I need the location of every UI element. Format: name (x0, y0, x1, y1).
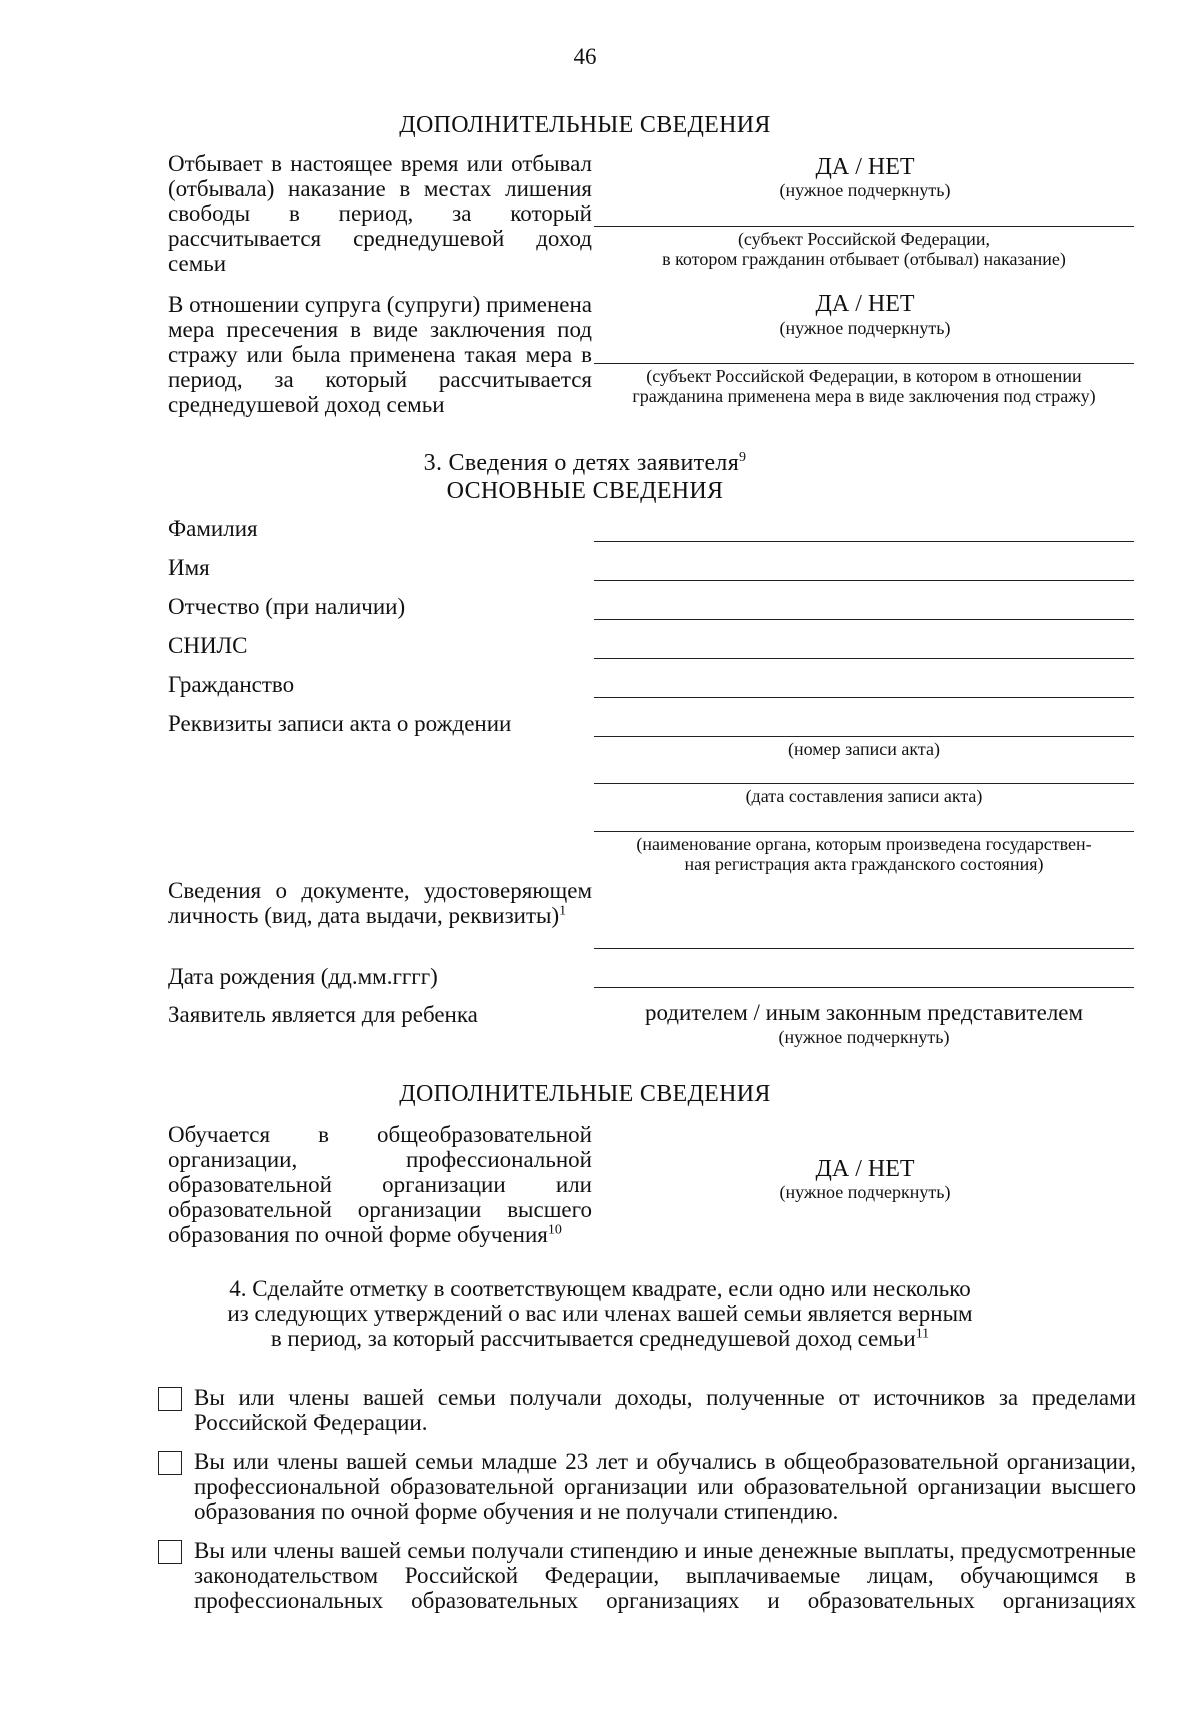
checkbox-student-no-stipend[interactable] (158, 1451, 182, 1475)
footnote-mark: 1 (559, 903, 567, 919)
surname-label: Фамилия (168, 516, 258, 541)
section-heading-additional: ДОПОЛНИТЕЛЬНЫЕ СВЕДЕНИЯ (399, 1081, 771, 1107)
answer-hint: (нужное подчеркнуть) (778, 1027, 950, 1047)
snils-label: СНИЛС (168, 633, 248, 658)
education-label (168, 1122, 592, 1247)
statement-foreign-income: Вы или члены вашей семьи получали доходы, полученные от источников за пределами Российской Федерации. (194, 1385, 1136, 1435)
section-subheading: ОСНОВНЫЕ СВЕДЕНИЯ (446, 478, 724, 504)
field-caption: (наименование органа, которым произведена государствен- (636, 834, 1092, 854)
identity-doc-text: Сведения о документе, удостоверяющем личность (вид, дата выдачи, реквизиты) (168, 878, 592, 928)
answer-hint: (нужное подчеркнуть) (779, 318, 951, 338)
statement-stipend-received: Вы или члены вашей семьи получали стипендию и иные денежные выплаты, предусмотренные законодательством Российской Федерации, выплачиваемые лицам, обучающимся в профессиональных образовательных организациях и образовательных организациях (194, 1538, 1136, 1613)
checkbox-foreign-income[interactable] (158, 1387, 182, 1411)
field-caption: (дата составления записи акта) (745, 786, 983, 806)
section4-instruction-text: в период, за который рассчитывается среднедушевой доход семьи (270, 1326, 916, 1351)
education-label-text: Обучается в общеобразовательной организации, профессиональной образовательной организации или образовательной организации высшего образования по очной форме обучения (168, 1122, 592, 1247)
applicant-role-answer[interactable]: родителем / иным законным представителем (644, 1000, 1084, 1025)
registration-authority-field[interactable] (594, 831, 1134, 832)
section4-instruction: из следующих утверждений о вас или членах вашей семьи является верным (227, 1301, 973, 1326)
record-number-field[interactable] (594, 736, 1134, 737)
patronymic-label: Отчество (при наличии) (168, 594, 406, 619)
birth-date-label: Дата рождения (дд.мм.гггг) (168, 964, 438, 989)
footnote-mark: 11 (915, 1326, 930, 1342)
name-label: Имя (168, 555, 210, 580)
citizenship-field[interactable] (594, 697, 1134, 698)
field-caption: (субъект Российской Федерации, в котором в отношении (646, 366, 1082, 386)
answer-hint: (нужное подчеркнуть) (779, 180, 951, 200)
section-title-text: 3. Сведения о детях заявителя (423, 450, 740, 476)
section-title (0, 450, 1170, 477)
statement-student-no-stipend: Вы или члены вашей семьи младше 23 лет и обучались в общеобразовательной организации, профессиональной образовательной организации или образовательной организации высшего образования по очной форме обучения и не получали стипендию. (194, 1449, 1136, 1524)
page-number: 46 (573, 44, 597, 69)
birth-date-field[interactable] (594, 987, 1134, 988)
identity-doc-field[interactable] (594, 948, 1134, 949)
patronymic-field[interactable] (594, 619, 1134, 620)
footnote-mark: 9 (739, 450, 747, 465)
field-caption: гражданина применена мера в виде заключения под стражу) (632, 386, 1096, 406)
section-heading-additional: ДОПОЛНИТЕЛЬНЫЕ СВЕДЕНИЯ (399, 112, 771, 138)
field-caption: (субъект Российской Федерации, (737, 229, 991, 249)
snils-field[interactable] (594, 658, 1134, 659)
answer-hint: (нужное подчеркнуть) (779, 1182, 951, 1202)
education-answer[interactable]: ДА / НЕТ (815, 1156, 915, 1182)
field-caption: (номер записи акта) (788, 739, 940, 759)
serving-sentence-answer[interactable]: ДА / НЕТ (815, 154, 915, 180)
region-sentence-field[interactable] (594, 226, 1134, 227)
record-date-field[interactable] (594, 783, 1134, 784)
spouse-detention-answer[interactable]: ДА / НЕТ (815, 291, 915, 317)
region-detention-field[interactable] (594, 363, 1134, 364)
serving-sentence-label: Отбывает в настоящее время или отбывал (отбывала) наказание в местах лишения свободы в период, за который рассчитывается среднедушевой доход семьи (168, 151, 592, 276)
checkbox-stipend-received[interactable] (158, 1540, 182, 1564)
section4-instruction (0, 1326, 1200, 1351)
spouse-detention-label: В отношении супруга (супруги) применена мера пресечения в виде заключения под стражу или была применена такая мера в период, за который рассчитывается среднедушевой доход семьи (168, 292, 592, 417)
footnote-mark: 10 (547, 1222, 562, 1238)
identity-doc-label (168, 878, 592, 928)
applicant-role-label: Заявитель является для ребенка (168, 1002, 478, 1027)
section4-instruction: 4. Сделайте отметку в соответствующем квадрате, если одно или несколько (229, 1276, 971, 1301)
surname-field[interactable] (594, 541, 1134, 542)
name-field[interactable] (594, 580, 1134, 581)
field-caption: ная регистрация акта гражданского состояния) (684, 854, 1044, 874)
citizenship-label: Гражданство (168, 672, 295, 697)
birth-record-label: Реквизиты записи акта о рождении (168, 711, 512, 736)
field-caption: в котором гражданин отбывает (отбывал) наказание) (662, 249, 1066, 269)
